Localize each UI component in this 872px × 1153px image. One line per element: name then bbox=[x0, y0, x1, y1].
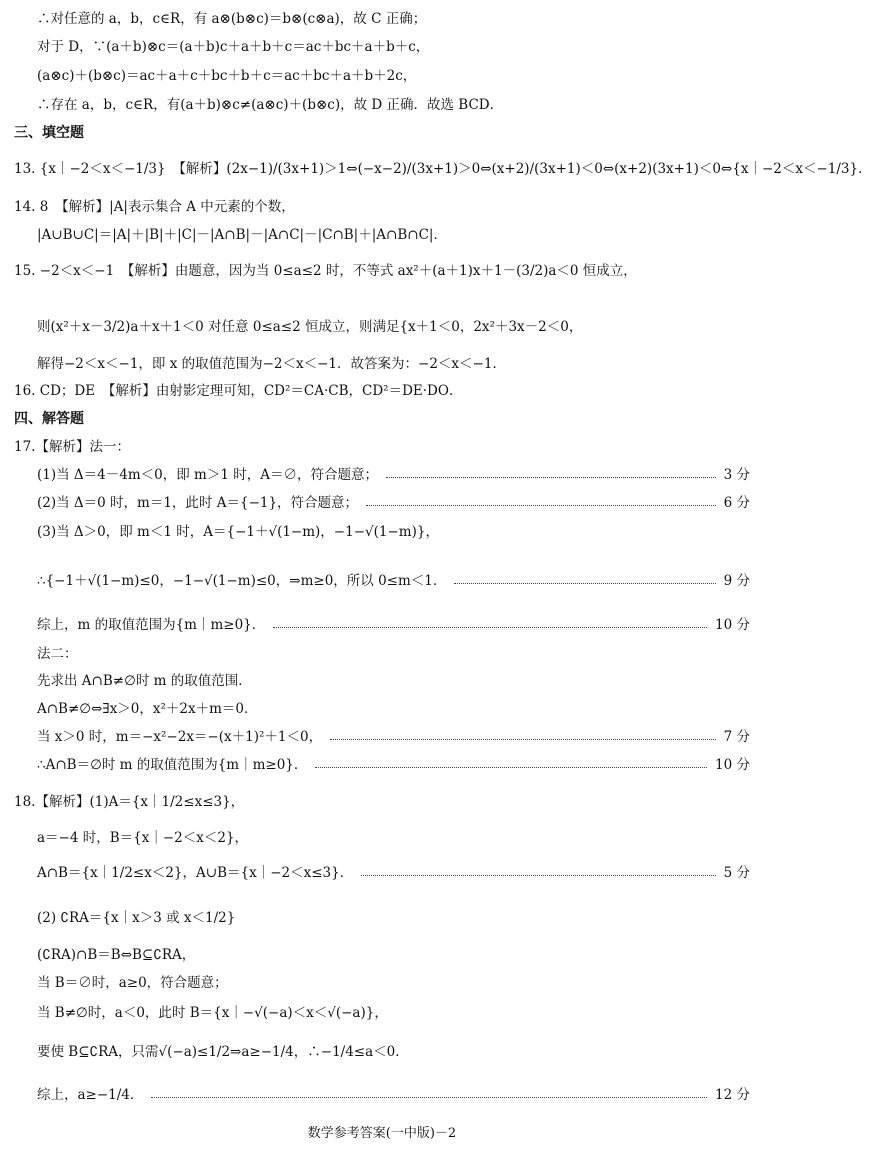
leader-dots bbox=[330, 739, 716, 740]
q17-method2: 法二： bbox=[37, 646, 78, 662]
q18-subset: (∁RA)∩B＝B⇔B⊆∁RA， bbox=[37, 947, 196, 963]
leader-dots bbox=[273, 627, 707, 628]
q18-b-set: a＝−4 时，B＝{x｜−2＜x＜2}， bbox=[37, 830, 249, 846]
leader-dots bbox=[366, 505, 716, 506]
leader-dots bbox=[454, 583, 715, 584]
q18-summary bbox=[37, 1086, 750, 1104]
q17-system bbox=[37, 572, 750, 590]
score-label: 10 分 bbox=[715, 757, 750, 773]
q17-m2-step3 bbox=[37, 728, 750, 746]
q17-m2-step2: A∩B≠∅⇔∃x＞0，x²＋2x＋m＝0． bbox=[37, 701, 258, 717]
q18-nonempty-case: 当 B≠∅时，a＜0，此时 B＝{x｜−√(−a)＜x＜√(−a)}， bbox=[37, 1005, 388, 1021]
q17-m2-step3-text: 当 x＞0 时，m＝−x²−2x＝−(x＋1)²＋1＜0， bbox=[37, 729, 323, 745]
section-fill-in: 三、填空题 bbox=[14, 125, 84, 141]
q17-case2-text: (2)当 Δ＝0 时，m＝1，此时 A＝{−1}，符合题意； bbox=[37, 495, 359, 511]
page-footer: 数学参考答案(一中版)－2 bbox=[307, 1126, 457, 1141]
score-label: 9 分 bbox=[723, 573, 750, 589]
q16-answer: 16. CD；DE 【解析】由射影定理可知，CD²＝CA·CB，CD²＝DE·DO． bbox=[14, 383, 463, 399]
line-d-conclusion: ∴存在 a，b，c∈R，有(a＋b)⊗c≠(a⊗c)＋(b⊗c)，故 D 正确．故选 BCD． bbox=[37, 97, 504, 113]
score-label: 3 分 bbox=[723, 467, 750, 483]
line-c-conclusion: ∴对任意的 a，b，c∈R，有 a⊗(b⊗c)＝b⊗(c⊗a)，故 C 正确； bbox=[37, 11, 427, 27]
q17-m2-conclusion bbox=[37, 756, 750, 774]
leader-dots bbox=[386, 477, 716, 478]
q18-part1: 18.【解析】(1)A＝{x｜1/2≤x≤3}， bbox=[14, 794, 245, 810]
leader-dots bbox=[361, 875, 715, 876]
q17-case3: (3)当 Δ＞0，即 m＜1 时，A＝{−1＋√(1−m)，−1−√(1−m)}， bbox=[37, 524, 439, 540]
score-label: 10 分 bbox=[715, 617, 750, 633]
score-label: 6 分 bbox=[723, 495, 750, 511]
q17-case2 bbox=[37, 494, 750, 512]
line-d-rhs: (a⊗c)＋(b⊗c)＝ac＋a＋c＋bc＋b＋c＝ac＋bc＋a＋b＋2c， bbox=[37, 68, 417, 84]
q15-result: 解得−2＜x＜−1，即 x 的取值范围为−2＜x＜−1．故答案为：−2＜x＜−1． bbox=[37, 356, 506, 372]
q17-m2-step1: 先求出 A∩B≠∅时 m 的取值范围． bbox=[37, 673, 252, 689]
q17-case1 bbox=[37, 466, 750, 484]
q15-condition: 则(x²＋x－3/2)a＋x＋1＜0 对任意 0≤a≤2 恒成立，则满足{x＋1＜0，2x²＋3x－2＜0， bbox=[37, 319, 583, 335]
q14-answer: 14. 8 【解析】|A|表示集合 A 中元素的个数， bbox=[14, 199, 295, 215]
q17-summary bbox=[37, 616, 750, 634]
q15-answer: 15. −2＜x＜−1 【解析】由题意，因为当 0≤a≤2 时，不等式 ax²＋(a＋1)x＋1－(3/2)a＜0 恒成立， bbox=[14, 263, 637, 279]
leader-dots bbox=[315, 767, 707, 768]
q14-formula: |A∪B∪C|＝|A|＋|B|＋|C|－|A∩B|－|A∩C|－|C∩B|＋|A∩B∩C|． bbox=[37, 227, 447, 243]
line-d-lhs: 对于 D，∵(a＋b)⊗c＝(a＋b)c＋a＋b＋c＝ac＋bc＋a＋b＋c， bbox=[37, 39, 430, 55]
leader-dots bbox=[151, 1097, 707, 1098]
q17-heading: 17.【解析】法一： bbox=[14, 439, 130, 455]
q13-answer: 13. {x｜−2＜x＜−1/3} 【解析】(2x−1)/(3x+1)＞1⇔(−x−2)/(3x+1)＞0⇔(x+2)/(3x+1)＜0⇔(x+2)(3x+1)＜0⇔{x｜−2＜x＜−1/3}． bbox=[14, 161, 872, 177]
q17-case1-text: (1)当 Δ＝4－4m＜0，即 m＞1 时，A＝∅，符合题意； bbox=[37, 467, 378, 483]
q18-part2: (2) ∁RA＝{x｜x＞3 或 x＜1/2} bbox=[37, 910, 236, 926]
q18-requirement: 要使 B⊆∁RA，只需√(−a)≤1/2⇒a≥−1/4，∴−1/4≤a＜0． bbox=[37, 1044, 409, 1060]
q17-summary-text: 综上，m 的取值范围为{m｜m≥0}． bbox=[37, 617, 266, 633]
score-label: 12 分 bbox=[715, 1087, 750, 1103]
q18-intersection-text: A∩B＝{x｜1/2≤x＜2}，A∪B＝{x｜−2＜x≤3}． bbox=[37, 865, 354, 881]
q17-system-text: ∴{−1＋√(1−m)≤0，−1−√(1−m)≤0，⇒m≥0，所以 0≤m＜1． bbox=[37, 573, 447, 589]
q18-empty-case: 当 B＝∅时，a≥0，符合题意； bbox=[37, 975, 228, 991]
q17-m2-conclusion-text: ∴A∩B＝∅时 m 的取值范围为{m｜m≥0}． bbox=[37, 757, 308, 773]
q18-summary-text: 综上，a≥−1/4． bbox=[37, 1087, 144, 1103]
section-solutions: 四、解答题 bbox=[14, 411, 84, 427]
q18-intersection bbox=[37, 864, 750, 882]
score-label: 5 分 bbox=[723, 865, 750, 881]
score-label: 7 分 bbox=[723, 729, 750, 745]
